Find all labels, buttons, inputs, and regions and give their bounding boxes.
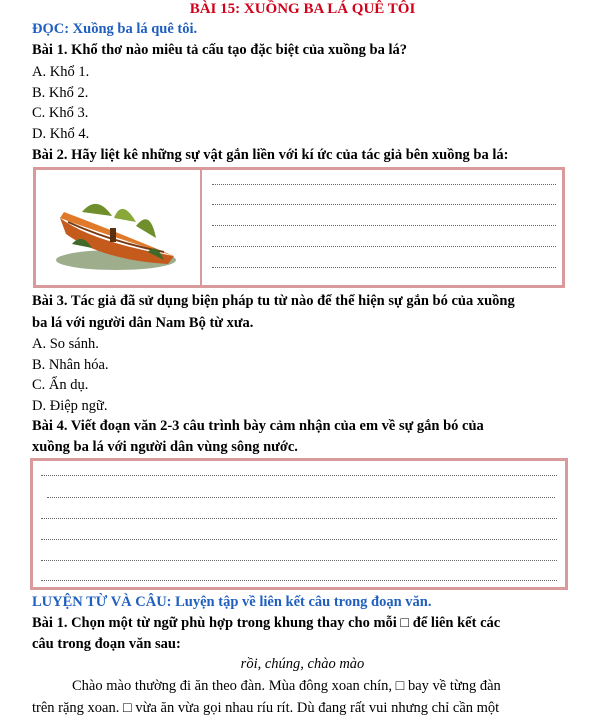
practice-heading: LUYỆN TỪ VÀ CÂU: Luyện tập về liên kết câu trong đoạn văn. <box>32 594 432 610</box>
q1-option-a[interactable]: A. Khổ 1. <box>32 64 90 80</box>
q3-option-b[interactable]: B. Nhân hóa. <box>32 357 109 373</box>
answer-line-2[interactable] <box>47 497 555 498</box>
q1-option-b[interactable]: B. Khổ 2. <box>32 85 89 101</box>
p1-question-line2: câu trong đoạn văn sau: <box>32 636 181 652</box>
boat-illustration <box>52 182 182 274</box>
answer-line-3[interactable] <box>212 225 556 226</box>
q4-answer-frame <box>30 458 568 590</box>
passage-line-2: trên rặng xoan. □ vừa ăn vừa gọi nhau ríu rít. Dù đang rất vui nhưng chỉ cần một <box>32 700 500 716</box>
q3-option-d[interactable]: D. Điệp ngữ. <box>32 398 108 414</box>
q4-question-line2: xuồng ba lá với người dân vùng sông nước. <box>32 439 298 455</box>
q3-option-c[interactable]: C. Ẩn dụ. <box>32 377 89 393</box>
answer-line-4[interactable] <box>41 539 557 540</box>
answer-line-5[interactable] <box>41 560 557 561</box>
q1-option-d[interactable]: D. Khổ 4. <box>32 126 90 142</box>
lesson-title: BÀI 15: XUỒNG BA LÁ QUÊ TÔI <box>189 1 416 17</box>
p1-question-line1: Bài 1. Chọn một từ ngữ phù hợp trong khung thay cho mỗi □ để liên kết các <box>32 615 501 631</box>
q3-question-line1: Bài 3. Tác giả đã sử dụng biện pháp tu từ nào để thể hiện sự gắn bó của xuồng <box>32 293 515 309</box>
reading-heading: ĐỌC: Xuồng ba lá quê tôi. <box>32 21 198 37</box>
q3-option-a[interactable]: A. So sánh. <box>32 336 99 352</box>
answer-line-1[interactable] <box>212 184 556 185</box>
passage-line-1: Chào mào thường đi ăn theo đàn. Mùa đông xoan chín, □ bay về từng đàn <box>72 678 501 694</box>
q4-question-line1: Bài 4. Viết đoạn văn 2-3 câu trình bày cảm nhận của em về sự gắn bó của <box>32 418 484 434</box>
q3-question-line2: ba lá với người dân Nam Bộ từ xưa. <box>32 315 254 331</box>
frame-divider <box>200 170 202 285</box>
answer-line-1[interactable] <box>41 475 557 476</box>
q1-question: Bài 1. Khổ thơ nào miêu tả cấu tạo đặc biệt của xuồng ba lá? <box>32 42 407 58</box>
q2-question: Bài 2. Hãy liệt kê những sự vật gắn liền với kí ức của tác giả bên xuồng ba lá: <box>32 147 509 163</box>
answer-line-3[interactable] <box>41 518 557 519</box>
answer-line-4[interactable] <box>212 246 556 247</box>
answer-line-6[interactable] <box>41 580 557 581</box>
answer-line-2[interactable] <box>212 204 556 205</box>
answer-line-5[interactable] <box>212 267 556 268</box>
q1-option-c[interactable]: C. Khổ 3. <box>32 105 89 121</box>
word-box: rồi, chúng, chào mào <box>240 656 365 672</box>
q2-answer-frame <box>33 167 565 288</box>
